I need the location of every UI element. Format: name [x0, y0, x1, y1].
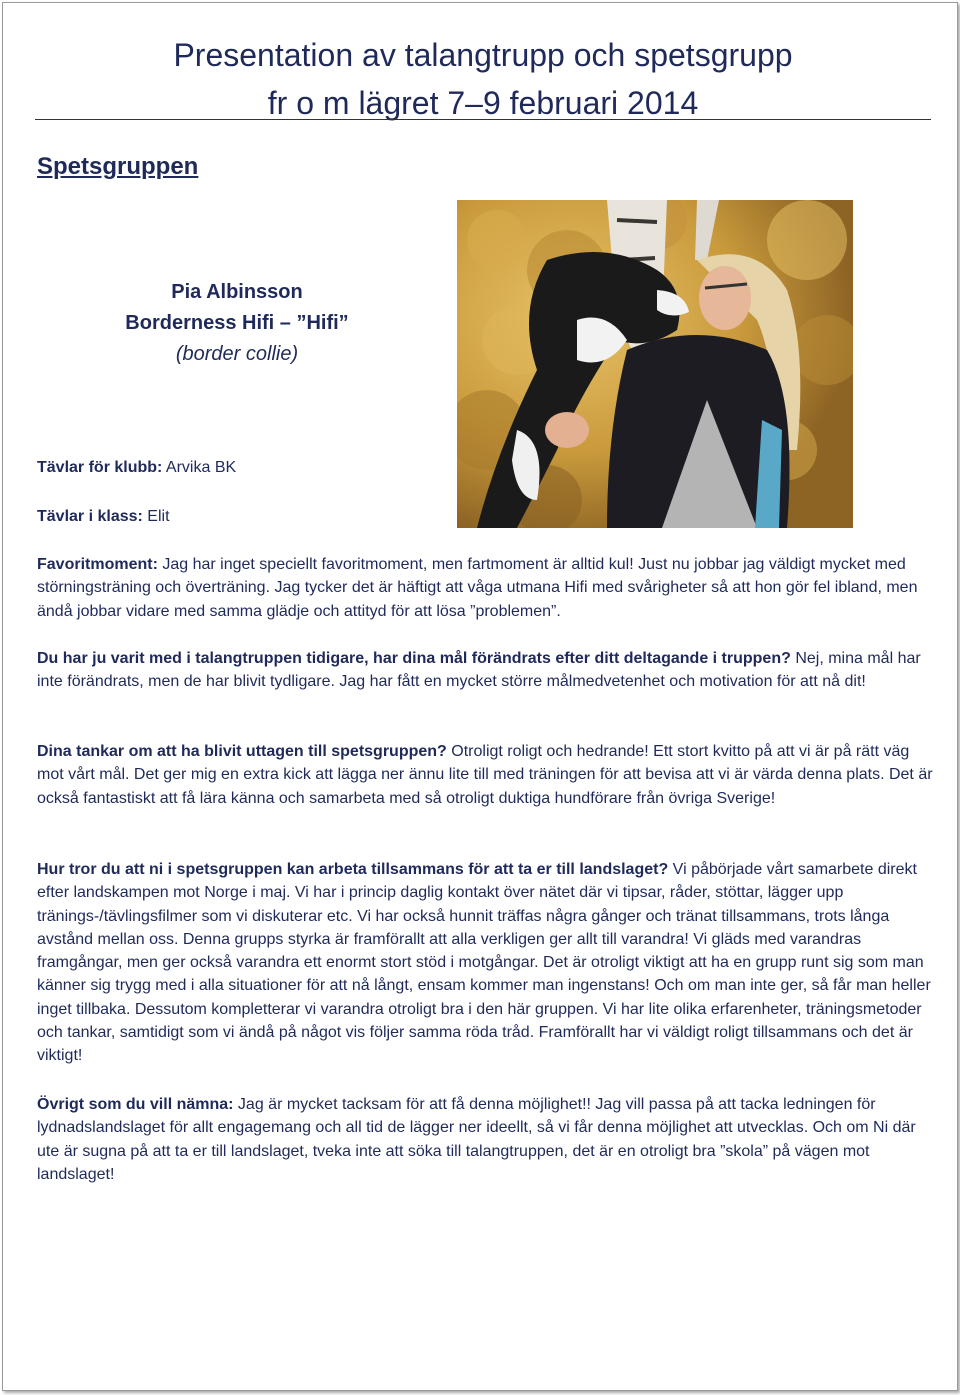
qa-question: Hur tror du att ni i spetsgruppen kan arbeta tillsammans för att ta er till landslaget?	[37, 861, 669, 878]
qa-question: Du har ju varit med i talangtruppen tidigare, har dina mål förändrats efter ditt deltagande i truppen?	[37, 650, 791, 667]
qa-answer: Nej, mina mål har inte förändrats, men de har blivit tydligare. Jag har fått en mycket större målmedvetenhet och motivation för att nå dit!	[37, 650, 921, 691]
qa-goals	[37, 647, 933, 694]
dog-name: Borderness Hifi – ”Hifi”	[125, 312, 349, 334]
qa-answer: Jag har inget speciellt favoritmoment, men fartmoment är alltid kul! Just nu jobbar jag väldigt mycket med störningsträning och överträning. Jag tycker det är häftigt att våga utmana Hifi med svårigheter så att hon gör fel ibland, men ändå jobbar vidare med samma glädje och attityd för att lösa ”problemen”.	[37, 556, 918, 620]
title-divider	[35, 119, 931, 120]
qa-question: Övrigt som du vill nämna:	[37, 1096, 234, 1113]
qa-other	[37, 1093, 933, 1186]
document-title	[35, 31, 931, 127]
profile-block	[37, 277, 437, 370]
class-fact	[37, 508, 437, 526]
section-heading: Spetsgruppen	[37, 153, 199, 180]
title-line-1: Presentation av talangtrupp och spetsgrupp	[173, 37, 793, 73]
handler-name: Pia Albinsson	[171, 281, 303, 303]
title-line-2: fr o m lägret 7–9 februari 2014	[267, 85, 699, 121]
handler-dog-photo	[457, 200, 853, 528]
club-value: Arvika BK	[162, 459, 237, 476]
qa-favorite-moment	[37, 553, 933, 623]
qa-answer: Vi påbörjade vårt samarbete direkt efter landskampen mot Norge i maj. Vi har i princip daglig kontakt över nätet där vi tipsar, råder, stöttar, lägger upp tränings-/tävlingsfilmer som vi diskuterar etc. Vi har också hunnit träffas några gånger och tränat tillsammans, trots långa avstånd mellan oss. Denna grupps styrka är framförallt att alla verkligen ger allt till varandra! Vi gläds med varandras framgångar, men ger också varandra ett enormt stort stöd i motgångar. Det är otroligt viktigt att ha en grupp runt sig som man känner sig trygg med i alla situationer för att nå långt, ensam kommer man ingenstans! Och om man inte ger, så får man heller inget tillbaka. Dessutom kompletterar vi varandra otroligt bra i den här gruppen. Vi har lite olika erfarenheter, träningsmetoder och tankar, samtidigt som vi ändå på något vis följer samma röda tråd. Framförallt har vi väldigt roligt tillsammans och det är viktigt!	[37, 861, 931, 1065]
qa-teamwork	[37, 858, 933, 1068]
qa-question: Favoritmoment:	[37, 556, 158, 573]
class-label: Tävlar i klass:	[37, 508, 143, 525]
qa-question: Dina tankar om att ha blivit uttagen till spetsgruppen?	[37, 743, 447, 760]
document-page	[2, 2, 958, 1391]
club-fact	[37, 459, 437, 477]
qa-answer: Jag är mycket tacksam för att få denna möjlighet!! Jag vill passa på att tacka ledningen för lydnadslandslaget för allt engagemang och all tid de lägger ner ideellt, så vi får denna möjlighet att utvecklas. Och om Ni där ute är sugna på att ta er till landslaget, tveka inte att söka till talangtruppen, det är en otroligt bra ”skola” på vägen mot landslaget!	[37, 1096, 916, 1183]
dog-breed: (border collie)	[175, 343, 299, 365]
qa-selection-thoughts	[37, 740, 933, 810]
class-value: Elit	[142, 508, 170, 525]
club-label: Tävlar för klubb:	[37, 459, 163, 476]
qa-answer: Otroligt roligt och hedrande! Ett stort kvitto på att vi är på rätt väg mot vårt mål. Det ger mig en extra kick att lägga ner ännu lite till med träningen för att bevisa att vi är värda denna plats. Det är också fantastiskt att få lära känna och samarbeta med så otroligt duktiga hundförare från övriga Sverige!	[37, 743, 933, 807]
